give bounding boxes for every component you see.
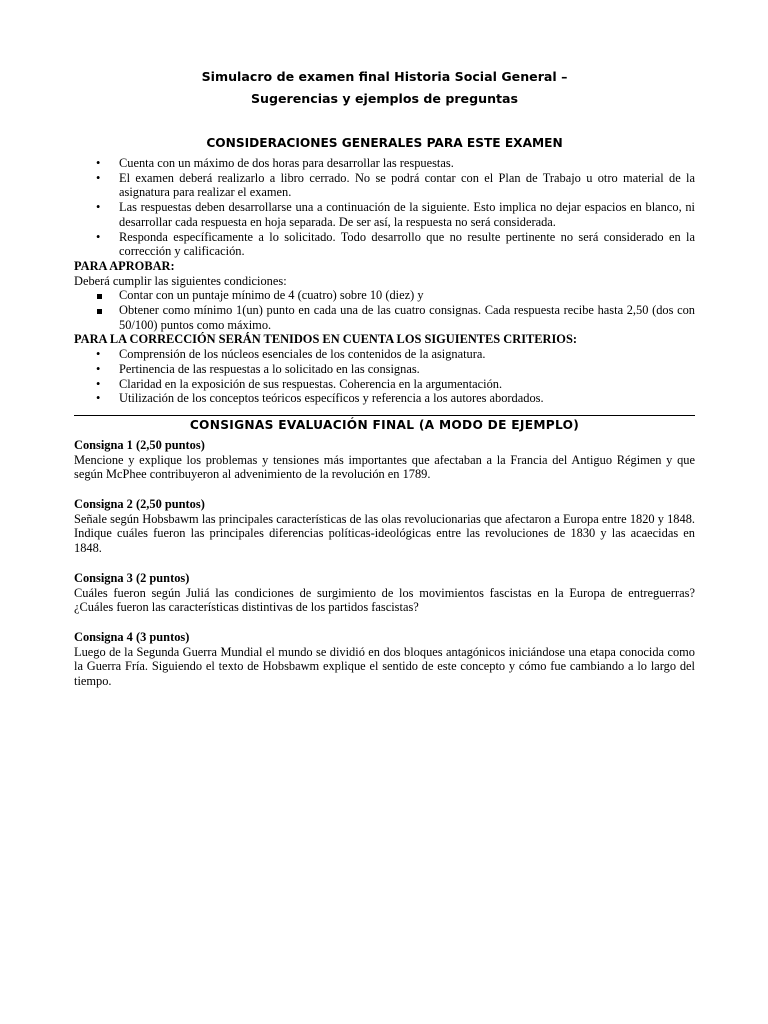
approve-intro: Deberá cumplir las siguientes condiciones: — [74, 273, 287, 288]
consigna-4 — [74, 630, 695, 689]
list-item-text: Pertinencia de las respuestas a lo solicitado en las consignas. — [119, 361, 420, 376]
criteria-list — [74, 347, 695, 406]
consigna-text: Luego de la Segunda Guerra Mundial el mundo se dividió en dos bloques antagónicos iniciándose una etapa conocida como la Guerra Fría. Siguiendo el texto de Hobsbawm explique el sentido de este concepto y cómo fue cambiando a lo largo del tiempo. — [74, 644, 695, 689]
document-content — [74, 66, 695, 704]
bullet-icon: • — [96, 229, 101, 244]
list-item — [74, 156, 695, 171]
consigna-title: Consigna 2 (2,50 puntos) — [74, 497, 205, 512]
list-item — [74, 391, 695, 406]
list-item-text: Cuenta con un máximo de dos horas para desarrollar las respuestas. — [119, 156, 454, 170]
general-considerations-heading: CONSIDERACIONES GENERALES PARA ESTE EXAMEN — [206, 136, 563, 150]
document-title-line-2: Sugerencias y ejemplos de preguntas — [250, 91, 519, 106]
list-item — [74, 377, 695, 392]
consigna-1 — [74, 438, 695, 482]
consigna-title: Consigna 3 (2 puntos) — [74, 570, 190, 585]
bullet-icon: • — [96, 376, 101, 391]
list-item — [74, 200, 695, 229]
list-item-text: Claridad en la exposición de sus respuestas. Coherencia en la argumentación. — [119, 376, 503, 391]
list-item — [74, 347, 695, 362]
bullet-icon: • — [96, 391, 101, 406]
list-item — [74, 362, 695, 377]
list-item — [74, 303, 695, 332]
list-item — [74, 171, 695, 200]
list-item-text: Contar con un puntaje mínimo de 4 (cuatro) sobre 10 (diez) y — [119, 288, 424, 303]
list-item-text: Utilización de los conceptos teóricos específicos y referencia a los autores abordados. — [119, 391, 544, 406]
list-item-text: Responda específicamente a lo solicitado. Todo desarrollo que no resulte pertinente no será considerado en la corrección y calificación. — [119, 229, 695, 259]
list-item-text: Las respuestas deben desarrollarse una a continuación de la siguiente. Esto implica no dejar espacios en blanco, ni desarrollar cada respuesta en hoja separada. De ser así, la respuesta no será considerada. — [119, 200, 695, 229]
document-title-line-1: Simulacro de examen final Historia Social General – — [201, 69, 568, 84]
list-item — [74, 288, 695, 303]
consigna-text: Mencione y explique los problemas y tensiones más importantes que afectaban a la Francia del Antiguo Régimen y que según McPhee contribuyeron al advenimiento de la revolución en 1789. — [74, 452, 695, 482]
square-bullet-icon — [97, 303, 117, 318]
square-bullet-icon — [97, 288, 117, 303]
consigna-title: Consigna 1 (2,50 puntos) — [74, 437, 205, 452]
consignas-heading: CONSIGNAS EVALUACIÓN FINAL (A MODO DE EJEMPLO) — [189, 417, 580, 432]
list-item-text: El examen deberá realizarlo a libro cerrado. No se podrá contar con el Plan de Trabajo u otro material de la asignatura para realizar el examen. — [119, 170, 695, 200]
consigna-text: Cuáles fueron según Juliá las condiciones de surgimiento de los movimientos fascistas en la Europa de entreguerras? ¿Cuáles fueron las características distintivas de los partidos fascistas? — [74, 585, 695, 615]
bullet-icon: • — [96, 347, 101, 362]
approve-conditions-list — [74, 288, 695, 332]
list-item-text: Obtener como mínimo 1(un) punto en cada una de las cuatro consignas. Cada respuesta recibe hasta 2,50 (dos con 50/100) puntos como máximo. — [119, 303, 695, 332]
consigna-title: Consigna 4 (3 puntos) — [74, 629, 190, 644]
bullet-icon: • — [96, 200, 101, 215]
bullet-icon: • — [96, 170, 101, 185]
bullet-icon: • — [96, 156, 101, 170]
list-item — [74, 230, 695, 259]
list-item-text: Comprensión de los núcleos esenciales de los contenidos de la asignatura. — [119, 347, 486, 362]
criteria-heading: PARA LA CORRECCIÓN SERÁN TENIDOS EN CUENTA LOS SIGUIENTES CRITERIOS: — [74, 332, 577, 347]
consigna-3 — [74, 571, 695, 615]
approve-heading: PARA APROBAR: — [74, 258, 175, 273]
bullet-icon: • — [96, 361, 101, 376]
general-considerations-list — [74, 156, 695, 259]
consigna-text: Señale según Hobsbawm las principales características de las olas revolucionarias que afectaron a Europa entre 1820 y 1848. Indique cuáles fueron las principales diferencias políticas-ideológicas entre las revoluciones de 1830 y las acaecidas en 1848. — [74, 511, 695, 556]
horizontal-divider — [74, 415, 695, 416]
consigna-2 — [74, 497, 695, 556]
